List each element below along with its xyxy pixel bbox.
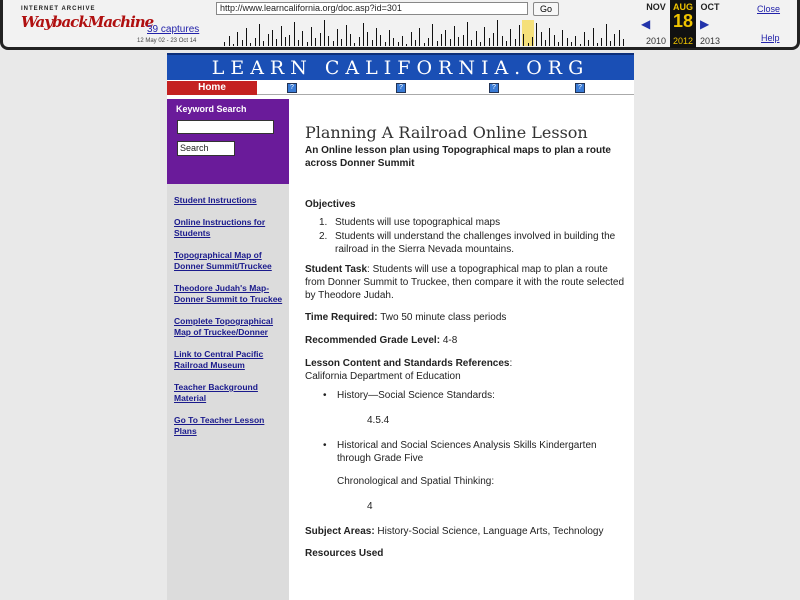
subject-label: Subject Areas: — [305, 526, 375, 537]
capture-tick — [593, 28, 594, 46]
capture-tick — [341, 39, 342, 46]
capture-tick — [480, 42, 481, 46]
capture-tick — [532, 37, 533, 46]
sidebar-link-student-instructions[interactable]: Student Instructions — [174, 195, 257, 205]
capture-tick — [402, 36, 403, 46]
objectives-heading: Objectives — [305, 199, 356, 210]
capture-tick — [367, 32, 368, 46]
capture-tick — [580, 44, 581, 46]
grade-text: 4-8 — [440, 335, 458, 346]
resources-heading: Resources Used — [305, 548, 384, 559]
capture-tick — [506, 41, 507, 46]
cur-month-label: AUG — [673, 2, 693, 12]
capture-tick — [454, 26, 455, 46]
capture-tick — [337, 29, 338, 46]
capture-tick — [289, 35, 290, 46]
capture-tick — [619, 30, 620, 46]
capture-tick — [441, 34, 442, 46]
capture-tick — [246, 28, 247, 46]
sidebar-link-online-instructions[interactable]: Online Instructions for Students — [174, 217, 266, 238]
standards-list — [323, 389, 630, 402]
capture-tick — [346, 25, 347, 46]
help-icon[interactable]: ? — [575, 83, 585, 93]
grade-label: Recommended Grade Level: — [305, 335, 441, 346]
capture-tick — [237, 32, 238, 46]
go-button[interactable]: Go — [533, 2, 559, 16]
capture-tick — [359, 37, 360, 46]
list-item: • Historical and Social Sciences Analysis Skills Kindergarten through Grade Five — [323, 439, 630, 465]
capture-tick — [406, 44, 407, 46]
objective-text: Students will use topographical maps — [335, 217, 501, 228]
capture-tick — [519, 25, 520, 46]
capture-tick — [354, 43, 355, 46]
capture-tick — [428, 38, 429, 46]
standards-references — [305, 357, 630, 370]
site-banner[interactable] — [167, 53, 634, 80]
sidebar-link-topo-map[interactable]: Topographical Map of Donner Summit/Truckee — [174, 250, 272, 271]
help-icon[interactable]: ? — [287, 83, 297, 93]
capture-tick — [484, 27, 485, 46]
capture-tick — [541, 32, 542, 46]
sidebar — [167, 99, 289, 600]
capture-tick — [276, 39, 277, 46]
capture-tick — [224, 42, 225, 46]
keyword-search-input[interactable] — [177, 120, 274, 134]
time-required — [305, 311, 630, 324]
capture-tick — [549, 28, 550, 46]
task-label: Student Task — [305, 264, 368, 275]
list-item: 2. Students will understand the challenges involved in building the railroad in the Sierra Nevada mountains. — [319, 230, 630, 256]
next-month[interactable] — [697, 0, 723, 46]
refs-label: Lesson Content and Standards References — [305, 358, 510, 369]
capture-tick — [350, 34, 351, 46]
capture-tick — [575, 36, 576, 46]
capture-tick — [328, 36, 329, 46]
capture-tick — [588, 40, 589, 46]
logo-main-text: WaybackMachine — [21, 13, 154, 31]
subject-text: History-Social Science, Language Arts, Technology — [374, 526, 604, 537]
capture-tick — [311, 27, 312, 46]
subject-areas — [305, 525, 630, 538]
time-label: Time Required: — [305, 312, 378, 323]
capture-tick — [411, 32, 412, 46]
capture-tick — [432, 24, 433, 46]
capture-tick — [298, 40, 299, 46]
sidebar-link-complete-map[interactable]: Complete Topographical Map of Truckee/Donner — [174, 316, 274, 337]
capture-tick — [510, 29, 511, 46]
capture-tick — [606, 24, 607, 46]
capture-tick — [315, 38, 316, 46]
capture-tick — [372, 40, 373, 46]
capture-tick — [333, 41, 334, 46]
capture-tick — [597, 43, 598, 46]
capture-tick — [554, 35, 555, 46]
capture-tick — [571, 42, 572, 46]
page-subtitle: An Online lesson plan using Topographical maps to plan a route across Donner Summit — [305, 145, 611, 169]
sidebar-links — [174, 195, 286, 448]
capture-tick — [398, 42, 399, 46]
capture-tick — [229, 36, 230, 46]
sidebar-link-railroad-museum[interactable]: Link to Central Pacific Railroad Museum — [174, 349, 264, 370]
capture-tick — [281, 26, 282, 46]
capture-tick — [393, 38, 394, 46]
capture-tick — [380, 35, 381, 46]
capture-tick — [458, 37, 459, 46]
capture-tick — [302, 31, 303, 46]
capture-tick — [385, 42, 386, 46]
page-title: Planning A Railroad Online Lesson — [305, 123, 588, 142]
capture-tick — [242, 40, 243, 46]
keyword-search-box — [167, 99, 289, 184]
standard-code: 4 — [367, 501, 373, 512]
sidebar-link-judah-map[interactable]: Theodore Judah's Map-Donner Summit to Truckee — [174, 283, 283, 304]
capture-tick — [272, 30, 273, 46]
time-text: Two 50 minute class periods — [377, 312, 507, 323]
month-navigator — [643, 0, 743, 48]
capture-tick — [489, 38, 490, 46]
close-link[interactable]: Close — [757, 4, 781, 14]
capture-tick — [415, 40, 416, 46]
capture-tick — [493, 33, 494, 46]
capture-tick — [515, 39, 516, 46]
capture-tick — [376, 28, 377, 46]
capture-tick — [259, 24, 260, 46]
capture-tick — [294, 22, 295, 46]
refs-text: California Department of Education — [305, 371, 461, 382]
capture-tick — [528, 43, 529, 46]
capture-tick — [502, 36, 503, 46]
help-icon[interactable]: ? — [489, 83, 499, 93]
cur-day-label: 18 — [672, 11, 694, 31]
standard-sub: Chronological and Spatial Thinking: — [337, 476, 495, 487]
capture-tick — [610, 41, 611, 46]
student-task — [305, 263, 630, 302]
capture-tick — [497, 20, 498, 46]
grade-level — [305, 334, 630, 347]
objective-text: Students will understand the challenges involved in building the railroad in the Sierra Nevada mountains. — [335, 231, 616, 255]
logo-top-text: INTERNET ARCHIVE — [21, 6, 96, 12]
capture-tick — [233, 44, 234, 46]
sidebar-link-teacher-background[interactable]: Teacher Background Material — [174, 382, 258, 403]
capture-tick — [389, 30, 390, 46]
capture-tick — [255, 38, 256, 46]
capture-tick — [437, 41, 438, 46]
standards-list — [323, 439, 630, 465]
capture-tick — [601, 38, 602, 46]
capture-tick — [584, 32, 585, 46]
search-button[interactable]: Search — [177, 141, 235, 156]
capture-tick — [558, 42, 559, 46]
home-button[interactable]: Home — [167, 81, 257, 95]
capture-tick — [419, 28, 420, 46]
capture-tick — [562, 30, 563, 46]
next-year-label: 2013 — [699, 36, 721, 46]
capture-tick — [463, 35, 464, 46]
help-link[interactable]: Help — [761, 33, 780, 43]
capture-tick — [445, 30, 446, 46]
task-text: : Students will use a topographical map to plan a route from Donner Summit to Truckee, then compare it with the route selected by Theodore Judah. — [305, 264, 625, 301]
current-month — [670, 0, 696, 48]
capture-tick — [471, 40, 472, 46]
next-arrow-icon[interactable]: ▶ — [700, 17, 710, 31]
prev-arrow-icon[interactable]: ◀ — [641, 17, 651, 31]
date-range: 12 May 02 - 23 Oct 14 — [137, 38, 197, 44]
prev-month-label: NOV — [646, 2, 666, 12]
standard-code: 4.5.4 — [367, 415, 390, 426]
capture-tick — [307, 42, 308, 46]
capture-tick — [250, 43, 251, 46]
prev-year-label: 2010 — [645, 36, 667, 46]
top-nav — [167, 81, 634, 95]
capture-tick — [545, 40, 546, 46]
refs-colon: : — [509, 358, 513, 369]
capture-tick — [467, 22, 468, 46]
keyword-search-title: Keyword Search — [176, 104, 247, 114]
url-input[interactable]: http://www.learncalifornia.org/doc.asp?id=301 — [216, 2, 528, 15]
wayback-toolbar — [0, 0, 800, 50]
capture-tick — [614, 34, 615, 46]
objectives-list — [319, 216, 630, 256]
list-item: • History—Social Science Standards: — [323, 390, 495, 401]
help-icon[interactable]: ? — [396, 83, 406, 93]
cur-year-label: 2012 — [672, 36, 694, 46]
captures-link[interactable]: 39 captures — [147, 24, 200, 35]
prev-month[interactable] — [643, 0, 669, 46]
next-month-label: OCT — [700, 2, 720, 12]
capture-tick — [476, 31, 477, 46]
capture-tick — [424, 43, 425, 46]
site-page — [167, 53, 634, 600]
capture-sparkline[interactable] — [216, 20, 636, 46]
wayback-logo[interactable] — [21, 6, 154, 31]
capture-tick — [623, 39, 624, 46]
main-content — [305, 123, 630, 560]
capture-tick — [324, 20, 325, 46]
list-item: 1. Students will use topographical maps — [319, 217, 501, 228]
capture-tick — [567, 38, 568, 46]
capture-tick — [320, 33, 321, 46]
sidebar-link-teacher-lesson-plans[interactable]: Go To Teacher Lesson Plans — [174, 415, 265, 436]
capture-tick — [263, 41, 264, 46]
capture-tick — [268, 34, 269, 46]
banner-title: LEARN CALIFORNIA.ORG — [211, 57, 590, 79]
capture-tick — [363, 23, 364, 46]
capture-tick — [536, 23, 537, 46]
standard-text: History—Social Science Standards: — [337, 390, 495, 401]
capture-tick — [523, 34, 524, 46]
standard-text: Historical and Social Sciences Analysis Skills Kindergarten through Grade Five — [337, 440, 597, 464]
capture-tick — [285, 37, 286, 46]
capture-tick — [450, 39, 451, 46]
